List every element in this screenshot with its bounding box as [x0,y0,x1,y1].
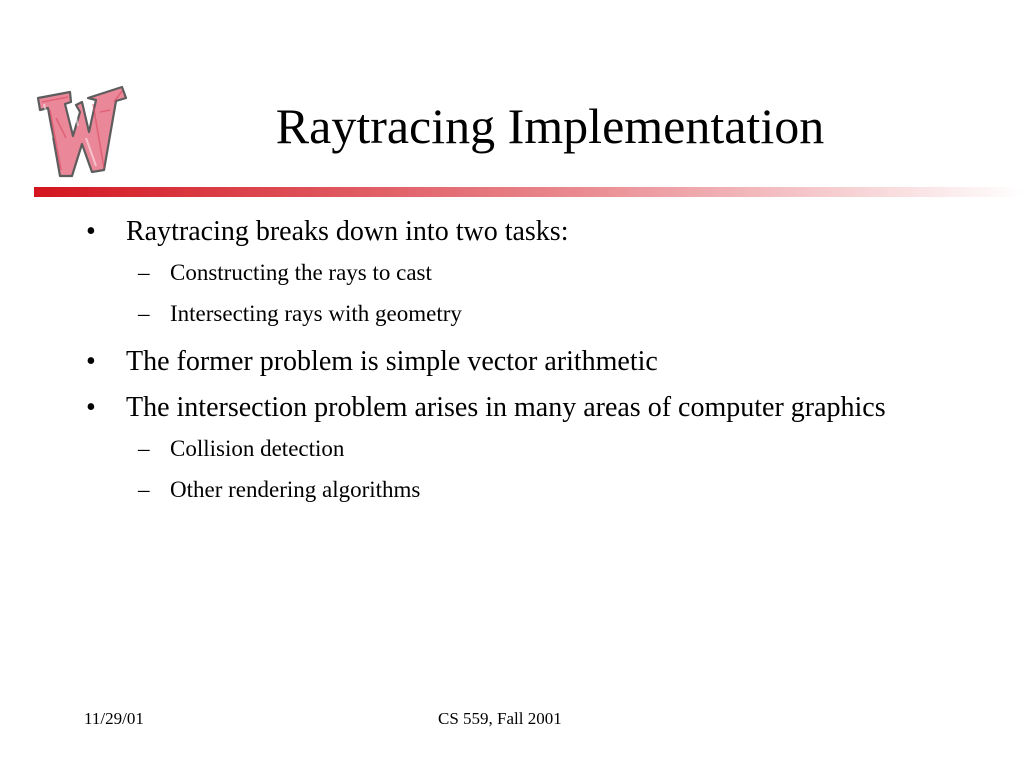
w-crest-logo-icon [30,78,132,178]
bullet-item [82,388,982,428]
sub-bullet-marker: – [138,477,150,502]
bullet-marker: • [86,216,96,247]
sub-bullet-text: Other rendering algorithms [170,477,421,502]
sub-bullet-item [82,475,982,505]
sub-bullet-marker: – [138,301,150,326]
bullet-text: Raytracing breaks down into two tasks: [126,216,569,247]
sub-bullet-marker: – [138,260,150,285]
sub-bullet-text: Intersecting rays with geometry [170,301,462,326]
sub-bullet-text: Constructing the rays to cast [170,260,432,285]
bullet-text: The former problem is simple vector arithmetic [126,346,658,377]
slide-title: Raytracing Implementation [275,98,825,154]
sub-bullet-item [82,258,982,288]
bullet-item [82,212,982,252]
sub-bullet-text: Collision detection [170,436,345,461]
title-divider [34,186,1024,198]
bullet-text: The intersection problem arises in many areas of computer graphics [126,392,886,423]
footer-course: CS 559, Fall 2001 [438,709,562,728]
sub-bullet-item [82,434,982,464]
footer-date: 11/29/01 [84,709,144,728]
sub-bullet-marker: – [138,436,150,461]
bullet-marker: • [86,392,96,423]
slide-body [82,212,982,516]
bullet-marker: • [86,346,96,377]
bullet-item [82,342,982,382]
sub-bullet-item [82,299,982,329]
